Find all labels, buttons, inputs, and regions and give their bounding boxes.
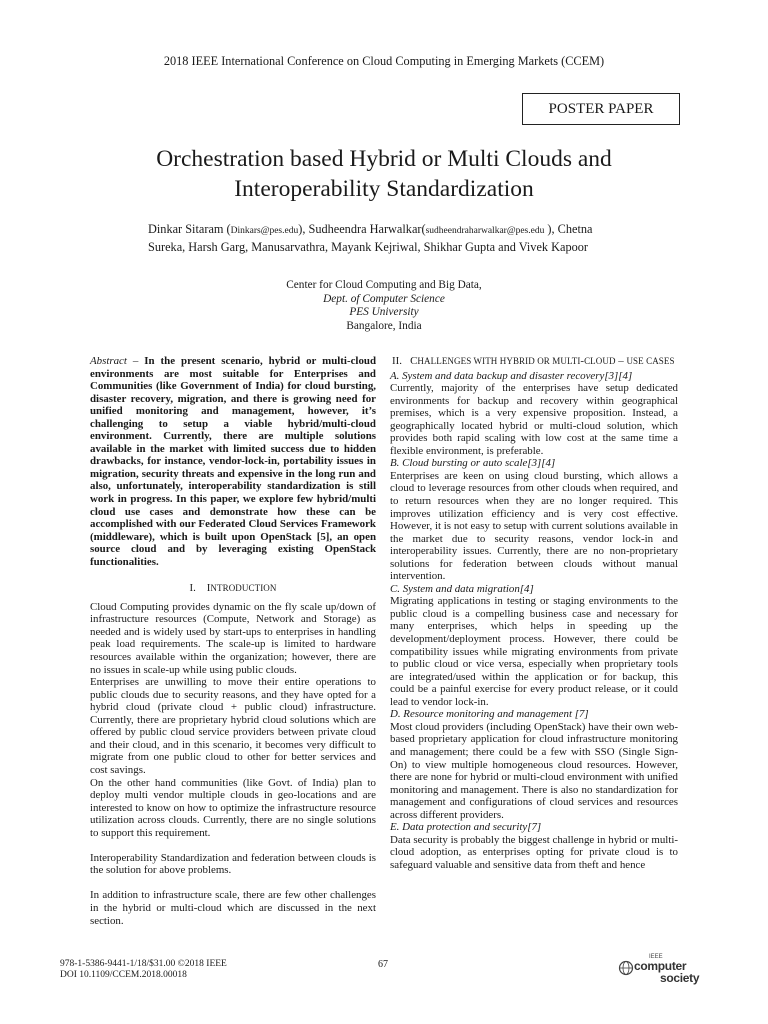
footer-doi: DOI 10.1109/CCEM.2018.00018 xyxy=(60,970,187,980)
intro-paragraph-1: Cloud Computing provides dynamic on the fly scale up/down of infrastructure resources (Compute, Network and Storage) as needed and is widely used by start-ups to enterprises in handling peak load requirements. The scale-up is limited to hardware resources available within the organization; however, there are no issues in scale-up while using public clouds. xyxy=(90,600,376,676)
subsection-e-heading: E. Data protection and security[7] xyxy=(390,821,542,834)
title-line-2: Interoperability Standardization xyxy=(234,176,534,202)
section2-dash: – xyxy=(615,355,627,367)
intro-heading-rest: NTRODUCTION xyxy=(210,583,277,594)
author-1-name: Dinkar Sitaram ( xyxy=(148,222,231,236)
subsection-e-text: Data security is probably the biggest challenge in hybrid or multi-cloud adoption, as enterprises opting for private cloud is to safeguard valuable and sensitive data from theft and hence xyxy=(390,833,678,871)
author-list-rest-1: ), Chetna xyxy=(544,222,593,236)
subsection-d-text: Most cloud providers (including OpenStack) have their own web-based proprietary application for cloud infrastructure monitoring and management; there could be a few with SSO (Single Sign-On) to view multiple homogeneous cloud resources. However, there are none for hybrid or multi-cloud environment with unified monitoring and management. There is also no standardization for management and configurations of cloud services and resources across different providers. xyxy=(390,720,678,821)
ieee-computer-society-logo xyxy=(618,954,708,988)
author-list-rest-2: Sureka, Harsh Garg, Manusarvathra, Mayank Kejriwal, Shikhar Gupta and Vivek Kapoor xyxy=(148,239,589,254)
footer-copyright xyxy=(60,959,227,981)
globe-icon xyxy=(618,960,634,976)
subsection-a-text: Currently, majority of the enterprises have setup dedicated environments for backup and recovery within geographical premises, which is a very expensive proposition. Instead, a geographically located hybrid or multi-cloud solution, which provides both rapid scaling with low cost at the same time a flexible environment, is preferable. xyxy=(390,382,678,457)
logo-computer-text: computer xyxy=(634,959,687,973)
subsection-c-heading: C. System and data migration[4] xyxy=(390,582,534,595)
section2-cap-2: CLOUD xyxy=(584,356,616,366)
intro-paragraph-2: Enterprises are unwilling to move their entire operations to public clouds due to security reasons, and they have opted for a hybrid cloud (private cloud + public cloud) infrastructure. Currently, there are proprietary hybrid cloud solutions which are offered by public cloud service providers between private cloud and their cloud, and in this scenario, it becomes very difficult to migrate from one public cloud to other for better services and cost savings. xyxy=(90,676,376,776)
abstract-dash: – xyxy=(126,355,145,367)
author-2-name: ), Sudheendra Harwalkar( xyxy=(298,222,426,236)
affiliation xyxy=(0,279,768,333)
page-number: 67 xyxy=(378,959,388,970)
abstract-label: Abstract xyxy=(90,355,127,367)
logo-ieee-text: IEEE xyxy=(649,954,663,960)
intro-paragraph-3: On the other hand communities (like Govt. of India) plan to deploy multi vendor multiple clouds in geo-locations and are interested to know on how to optimize the infrastructure resource utilization across clouds. Currently, there are no single solutions to support this requirement. xyxy=(90,776,376,839)
right-column xyxy=(390,355,678,871)
author-list xyxy=(148,222,632,255)
abstract xyxy=(90,355,376,568)
abstract-text: In the present scenario, hybrid or multi-cloud environments are most suitable for Enterprises and Communities (like Government of India) for cloud bursting, disaster recovery, migration, and there is growing need for unified monitoring and management, however, it’s challenging to setup a viable hybrid/multi-cloud environment. Currently, there are multiple solutions available in the market with limited success due to hidden drawbacks, for instance, vendor-lock-in, portability issues in migration, security threats and expensive in the long run and also, unfortunately, interoperability standardization is still work in progress. In this paper, we explore few hybrid/multi cloud use cases and demonstrate how these can be accomplished with our Federated Cloud Services Framework (middleware), which is built upon OpenStack [5], an open source cloud and by leveraging existing OpenStack functionalities. xyxy=(90,355,376,568)
section2-hyphen: - xyxy=(580,355,585,367)
intro-paragraph-5: In addition to infrastructure scale, there are few other challenges in the hybrid or multi-cloud which are discussed in the next section. xyxy=(90,889,376,927)
title-line-1: Orchestration based Hybrid or Multi Clouds and xyxy=(156,146,612,172)
affiliation-dept: Dept. of Computer Science xyxy=(323,292,445,305)
subsection-b-heading: B. Cloud bursting or auto scale[3][4] xyxy=(390,457,556,470)
conference-header: 2018 IEEE International Conference on Cloud Computing in Emerging Markets (CCEM) xyxy=(163,54,605,68)
poster-paper-label xyxy=(522,93,680,125)
poster-paper-text: POSTER PAPER xyxy=(548,100,654,117)
section-heading-introduction xyxy=(90,582,376,595)
affiliation-univ: PES University xyxy=(349,306,419,318)
section2-cap-1: C xyxy=(410,355,418,367)
section2-rest-1: HALLENGES WITH HYBRID OR MULTI xyxy=(417,356,581,366)
section-heading-challenges xyxy=(390,355,678,368)
paper-title xyxy=(60,144,708,204)
affiliation-city: Bangalore, India xyxy=(346,319,422,332)
footer-isbn: 978-1-5386-9441-1/18/$31.00 ©2018 IEEE xyxy=(60,959,227,969)
section2-rest-2: USE CASES xyxy=(626,356,675,366)
subsection-b-text: Enterprises are keen on using cloud bursting, which allows a cloud to leverage resources from other clouds when required, and to return resources when they are no longer required. This improves utilization efficiency and is very cost effective. However, it is not easy to setup with current solutions available in the market due to security reasons, vendor lock-in and interoperability issues. Currently, there are no non-proprietary solutions for federation between clouds without manual intervention. xyxy=(390,469,678,583)
intro-heading-first: I xyxy=(206,582,211,595)
subsection-d-heading: D. Resource monitoring and management [7] xyxy=(390,708,589,721)
author-1-email: Dinkars@pes.edu xyxy=(230,226,299,236)
affiliation-center: Center for Cloud Computing and Big Data, xyxy=(286,279,482,291)
intro-paragraph-4: Interoperability Standardization and federation between clouds is the solution for above problems. xyxy=(90,851,376,877)
left-column xyxy=(90,355,376,927)
intro-section-number: I. xyxy=(189,582,196,595)
section2-number: II. xyxy=(392,355,402,367)
subsection-a-heading: A. System and data backup and disaster recovery[3][4] xyxy=(390,369,633,382)
logo-society-text: society xyxy=(660,971,700,985)
author-2-email: sudheendraharwalkar@pes.edu xyxy=(425,226,545,236)
subsection-c-text: Migrating applications in testing or staging environments to the public cloud is a compelling business case and necessary for many enterprises, which helps in speeding up the development/deployment process. However, there could be compatibility issues while migrating environments from private to public cloud or vice versa, especially when proprietary tools are integrated/used within the application or for backup, this could be a painful exercise for every product release, or it could lead to vendor lock-in. xyxy=(390,595,678,708)
